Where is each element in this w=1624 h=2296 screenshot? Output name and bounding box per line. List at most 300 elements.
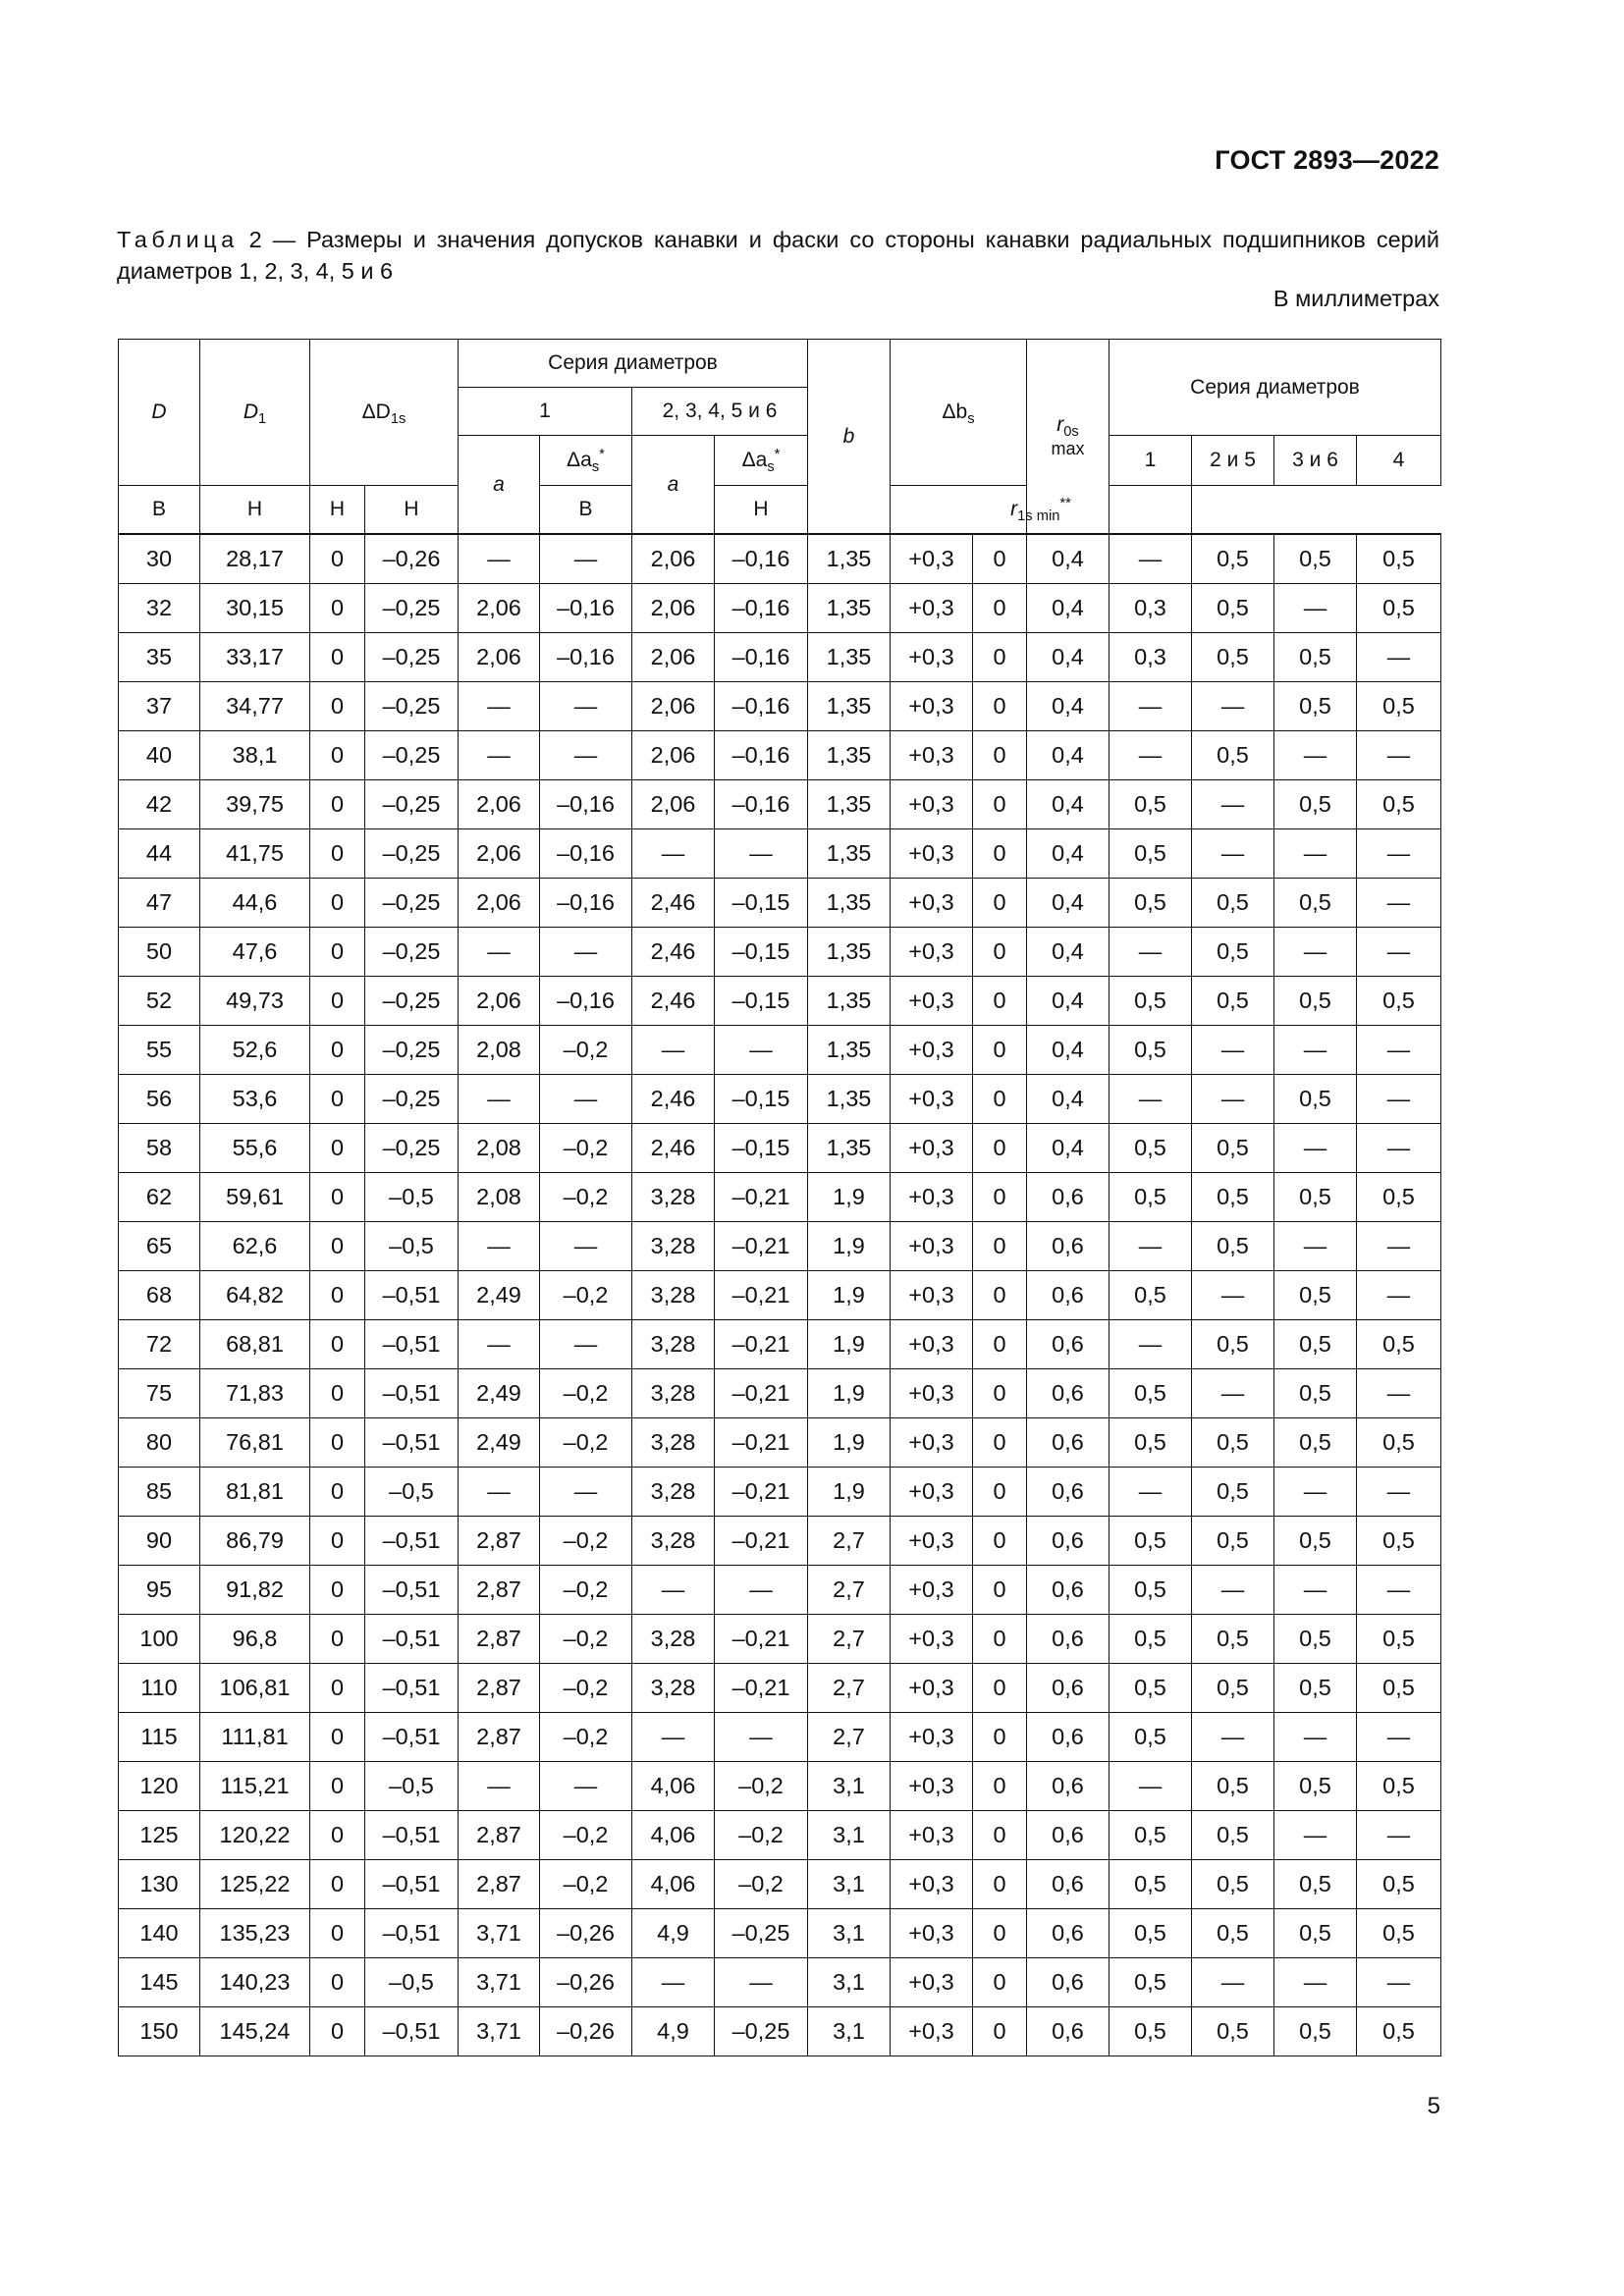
table-cell: 2,08 — [459, 1124, 540, 1173]
table-cell: +0,3 — [891, 1958, 973, 2007]
table-cell: –0,25 — [365, 780, 459, 829]
table-row — [119, 1909, 1441, 1958]
table-cell: 52 — [119, 977, 200, 1026]
table-cell: –0,25 — [365, 584, 459, 633]
table-cell: — — [459, 1320, 540, 1369]
table-cell: 1,35 — [808, 879, 891, 928]
table-cell: — — [540, 1075, 632, 1124]
table-cell: 3,28 — [632, 1320, 715, 1369]
table-cell: 0 — [973, 1468, 1027, 1517]
table-cell: 33,17 — [200, 633, 310, 682]
table-cell: +0,3 — [891, 1222, 973, 1271]
table-cell: 2,7 — [808, 1566, 891, 1615]
table-cell: +0,3 — [891, 1124, 973, 1173]
table-row — [119, 1664, 1441, 1713]
table-row — [119, 1418, 1441, 1468]
header-as-s1-lower: Н — [310, 486, 365, 535]
table-cell: 0,5 — [1110, 1517, 1192, 1566]
table-cell: 49,73 — [200, 977, 310, 1026]
table-cell: — — [1357, 1075, 1441, 1124]
table-cell: — — [1110, 1075, 1192, 1124]
table-cell: 68 — [119, 1271, 200, 1320]
table-cell: — — [1357, 1468, 1441, 1517]
table-cell: — — [1274, 1713, 1357, 1762]
table-cell: 3,28 — [632, 1664, 715, 1713]
table-row — [119, 1958, 1441, 2007]
header-r0s-main: r — [1056, 412, 1064, 436]
table-cell: — — [1274, 1468, 1357, 1517]
table-cell: 0,4 — [1027, 1124, 1110, 1173]
table-cell: 2,46 — [632, 1124, 715, 1173]
table-cell: +0,3 — [891, 977, 973, 1026]
table-cell: 0,5 — [1192, 879, 1274, 928]
table-cell: 0 — [310, 1860, 365, 1909]
table-cell: 2,46 — [632, 977, 715, 1026]
table-row — [119, 2007, 1441, 2056]
header-delta-bs — [891, 340, 1027, 486]
table-cell: 3,28 — [632, 1173, 715, 1222]
table-cell: — — [1192, 829, 1274, 879]
table-cell: 0,5 — [1274, 1075, 1357, 1124]
table-cell: 120 — [119, 1762, 200, 1811]
table-cell: 0,5 — [1192, 1517, 1274, 1566]
table-cell: 0,5 — [1110, 1615, 1192, 1664]
table-cell: 86,79 — [200, 1517, 310, 1566]
table-cell: –0,21 — [715, 1222, 808, 1271]
header-as-s2-lower: Н — [365, 486, 459, 535]
table-row — [119, 928, 1441, 977]
table-cell: 47,6 — [200, 928, 310, 977]
table-cell: 110 — [119, 1664, 200, 1713]
table-cell: — — [1357, 879, 1441, 928]
table-row — [119, 1468, 1441, 1517]
table-cell: 0,5 — [1192, 1860, 1274, 1909]
table-cell: 2,06 — [632, 780, 715, 829]
table-cell: –0,51 — [365, 1517, 459, 1566]
header-delta-as-s2-main: Δa — [741, 449, 768, 471]
table-cell: +0,3 — [891, 928, 973, 977]
table-cell: — — [1274, 584, 1357, 633]
table-cell: 100 — [119, 1615, 200, 1664]
table-row — [119, 682, 1441, 731]
table-cell: 0 — [973, 1320, 1027, 1369]
table-cell: 0 — [310, 731, 365, 780]
table-cell: — — [1357, 1566, 1441, 1615]
table-cell: 2,46 — [632, 1075, 715, 1124]
table-cell: 62,6 — [200, 1222, 310, 1271]
table-cell: 2,49 — [459, 1271, 540, 1320]
table-cell: — — [632, 829, 715, 879]
table-cell: — — [632, 1713, 715, 1762]
table-cell: — — [459, 928, 540, 977]
table-cell: 3,71 — [459, 1909, 540, 1958]
table-cell: 0 — [310, 1222, 365, 1271]
header-delta-bs-main: Δb — [942, 400, 968, 423]
table-cell: 0 — [973, 1615, 1027, 1664]
table-cell: +0,3 — [891, 1026, 973, 1075]
table-cell: –0,25 — [365, 1124, 459, 1173]
table-cell: +0,3 — [891, 633, 973, 682]
table-cell: –0,2 — [540, 1811, 632, 1860]
table-cell: — — [1110, 1320, 1192, 1369]
table-cell: +0,3 — [891, 1418, 973, 1468]
table-cell: 0,5 — [1274, 879, 1357, 928]
table-cell: 0,5 — [1192, 1811, 1274, 1860]
table-cell: 2,7 — [808, 1517, 891, 1566]
table-cell: 0,4 — [1027, 879, 1110, 928]
table-cell: — — [459, 1468, 540, 1517]
header-series-group: Серия диаметров — [459, 340, 808, 388]
table-cell: 0,4 — [1027, 534, 1110, 584]
table-cell: 0,5 — [1192, 977, 1274, 1026]
table-cell: — — [459, 682, 540, 731]
table-cell: 125 — [119, 1811, 200, 1860]
table-cell: 0 — [310, 1418, 365, 1468]
table-cell: 0 — [310, 1468, 365, 1517]
table-cell: –0,51 — [365, 2007, 459, 2056]
table-row — [119, 1320, 1441, 1369]
table-cell: 62 — [119, 1173, 200, 1222]
table-cell: 71,83 — [200, 1369, 310, 1418]
table-cell: 0,5 — [1110, 829, 1192, 879]
table-cell: 76,81 — [200, 1418, 310, 1468]
table-cell: 68,81 — [200, 1320, 310, 1369]
table-cell: –0,15 — [715, 977, 808, 1026]
table-cell: 0,5 — [1357, 1762, 1441, 1811]
table-cell: 2,87 — [459, 1713, 540, 1762]
header-rs-4: 4 — [1357, 436, 1441, 486]
table-cell: –0,2 — [715, 1762, 808, 1811]
table-cell: 2,06 — [459, 584, 540, 633]
header-r1s-main: r — [1010, 498, 1018, 520]
table-cell: 3,28 — [632, 1418, 715, 1468]
table-cell: 56 — [119, 1075, 200, 1124]
table-cell: 0 — [973, 2007, 1027, 2056]
table-cell: — — [1357, 633, 1441, 682]
table-cell: 0,5 — [1274, 2007, 1357, 2056]
table-cell: +0,3 — [891, 1517, 973, 1566]
table-cell: — — [1357, 1713, 1441, 1762]
table-cell: –0,2 — [540, 1124, 632, 1173]
table-cell: — — [1192, 1713, 1274, 1762]
table-cell: 3,28 — [632, 1271, 715, 1320]
table-cell: 0,6 — [1027, 1517, 1110, 1566]
table-cell: 96,8 — [200, 1615, 310, 1664]
table-cell: 0,5 — [1110, 977, 1192, 1026]
header-rs-3and6: 3 и 6 — [1274, 436, 1357, 486]
table-cell: 2,87 — [459, 1566, 540, 1615]
table-cell: — — [1274, 731, 1357, 780]
table-cell: 1,35 — [808, 829, 891, 879]
table-row — [119, 1860, 1441, 1909]
table-cell: –0,16 — [715, 731, 808, 780]
table-cell: 0 — [973, 977, 1027, 1026]
header-delta-bs-sub: s — [967, 411, 975, 428]
table-cell: 0,6 — [1027, 1418, 1110, 1468]
table-cell: 0 — [973, 1566, 1027, 1615]
table-cell: –0,2 — [540, 1173, 632, 1222]
header-delta-as-s1-sup: * — [599, 447, 605, 462]
table-cell: 42 — [119, 780, 200, 829]
table-cell: — — [1192, 1369, 1274, 1418]
table-cell: 50 — [119, 928, 200, 977]
table-cell: 34,77 — [200, 682, 310, 731]
table-cell: 0,5 — [1357, 1418, 1441, 1468]
table-cell: 55,6 — [200, 1124, 310, 1173]
table-cell: –0,2 — [715, 1811, 808, 1860]
table-cell: 3,1 — [808, 1811, 891, 1860]
table-cell: –0,25 — [365, 1075, 459, 1124]
table-cell: — — [540, 731, 632, 780]
table-cell: 0 — [310, 879, 365, 928]
table-cell: 0 — [973, 1517, 1027, 1566]
table-cell: 80 — [119, 1418, 200, 1468]
table-cell: 0 — [310, 780, 365, 829]
table-cell: — — [459, 1762, 540, 1811]
header-bs-lower: Н — [715, 486, 808, 535]
table-cell: +0,3 — [891, 1320, 973, 1369]
table-cell: 2,87 — [459, 1664, 540, 1713]
table-cell: 2,46 — [632, 879, 715, 928]
table-cell: 0,4 — [1027, 731, 1110, 780]
header-d1-main: D — [243, 400, 258, 423]
table-cell: –0,16 — [540, 879, 632, 928]
header-delta-d1s-sub: 1s — [390, 411, 406, 428]
table-row — [119, 1222, 1441, 1271]
table-row — [119, 1369, 1441, 1418]
table-cell: 64,82 — [200, 1271, 310, 1320]
table-cell: — — [1192, 1566, 1274, 1615]
table-cell: — — [1274, 1222, 1357, 1271]
table-cell: 0,5 — [1110, 780, 1192, 829]
table-cell: –0,51 — [365, 1909, 459, 1958]
table-cell: –0,25 — [365, 928, 459, 977]
header-r0s-max: max — [1051, 438, 1085, 458]
table-cell: 0,6 — [1027, 1958, 1110, 2007]
table-cell: +0,3 — [891, 1271, 973, 1320]
table-cell: 44 — [119, 829, 200, 879]
table-cell: 0 — [310, 1124, 365, 1173]
table-cell: –0,26 — [540, 1958, 632, 2007]
table-cell: 0 — [973, 1124, 1027, 1173]
table-cell: 37 — [119, 682, 200, 731]
table-cell: +0,3 — [891, 1811, 973, 1860]
table-cell: 145 — [119, 1958, 200, 2007]
table-cell: 0,5 — [1110, 1369, 1192, 1418]
table-cell: 0,6 — [1027, 1566, 1110, 1615]
table-cell: 0,4 — [1027, 977, 1110, 1026]
table-cell: 0,5 — [1192, 584, 1274, 633]
table-cell: 40 — [119, 731, 200, 780]
table-row — [119, 1173, 1441, 1222]
table-cell: 1,35 — [808, 780, 891, 829]
table-cell: 3,28 — [632, 1615, 715, 1664]
table-cell: 2,08 — [459, 1173, 540, 1222]
table-cell: –0,51 — [365, 1271, 459, 1320]
table-body — [119, 534, 1441, 2056]
table-cell: –0,51 — [365, 1860, 459, 1909]
table-cell: 0,5 — [1192, 1320, 1274, 1369]
table-row — [119, 534, 1441, 584]
table-row — [119, 633, 1441, 682]
table-cell: 0 — [310, 1811, 365, 1860]
table-cell: 1,35 — [808, 1075, 891, 1124]
table-cell: — — [1110, 1762, 1192, 1811]
table-cell: –0,51 — [365, 1615, 459, 1664]
table-cell: — — [1357, 1222, 1441, 1271]
table-cell: 3,71 — [459, 2007, 540, 2056]
table-cell: –0,51 — [365, 1566, 459, 1615]
table-cell: — — [459, 1222, 540, 1271]
table-cell: 2,49 — [459, 1418, 540, 1468]
header-rs-2and5: 2 и 5 — [1192, 436, 1274, 486]
table-cell: –0,15 — [715, 879, 808, 928]
table-cell: 0,5 — [1274, 682, 1357, 731]
table-cell: — — [540, 682, 632, 731]
table-cell: +0,3 — [891, 731, 973, 780]
table-cell: –0,2 — [540, 1566, 632, 1615]
table-cell: +0,3 — [891, 682, 973, 731]
table-cell: 0,5 — [1192, 1418, 1274, 1468]
table-cell: — — [632, 1026, 715, 1075]
standard-code: ГОСТ 2893—2022 — [1215, 145, 1439, 175]
table-cell: 0 — [973, 1418, 1027, 1468]
table-cell: –0,16 — [715, 584, 808, 633]
table-cell: 0,6 — [1027, 1173, 1110, 1222]
table-cell: — — [1274, 928, 1357, 977]
table-cell: 2,06 — [632, 731, 715, 780]
table-cell: 3,28 — [632, 1222, 715, 1271]
table-cell: 0,5 — [1357, 1173, 1441, 1222]
table-cell: +0,3 — [891, 534, 973, 584]
table-cell: 0,5 — [1192, 1615, 1274, 1664]
table-row — [119, 1811, 1441, 1860]
table-cell: 0,6 — [1027, 1909, 1110, 1958]
table-cell: 0 — [310, 829, 365, 879]
table-cell: 0 — [973, 1811, 1027, 1860]
table-cell: 72 — [119, 1320, 200, 1369]
table-cell: 0,4 — [1027, 829, 1110, 879]
table-cell: 106,81 — [200, 1664, 310, 1713]
table-cell: 3,1 — [808, 1958, 891, 2007]
table-cell: 1,9 — [808, 1173, 891, 1222]
table-cell: 0,6 — [1027, 1271, 1110, 1320]
header-r1s-sub: 1s min — [1017, 508, 1060, 525]
table-caption-text: 2 — Размеры и значения допусков канавки и фаски со стороны канавки радиальных подшипников серий диаметров 1, 2, 3, 4, 5 и 6 — [117, 227, 1439, 284]
table-cell: –0,25 — [365, 1026, 459, 1075]
table-cell: — — [1110, 682, 1192, 731]
table-cell: 150 — [119, 2007, 200, 2056]
table-cell: 2,06 — [459, 780, 540, 829]
table-cell: 0 — [973, 829, 1027, 879]
table-cell: –0,21 — [715, 1369, 808, 1418]
table-cell: 4,06 — [632, 1811, 715, 1860]
table-cell: –0,5 — [365, 1173, 459, 1222]
table-cell: 0,6 — [1027, 1468, 1110, 1517]
table-cell: –0,15 — [715, 928, 808, 977]
table-cell: 135,23 — [200, 1909, 310, 1958]
table-cell: 0,5 — [1110, 1860, 1192, 1909]
table-cell: 0 — [973, 682, 1027, 731]
table-cell: 0,6 — [1027, 1811, 1110, 1860]
table-cell: 0 — [310, 1909, 365, 1958]
page-number: 5 — [1427, 2093, 1440, 2119]
table-cell: 0,5 — [1110, 1958, 1192, 2007]
table-cell: –0,2 — [540, 1664, 632, 1713]
table-cell: — — [1357, 1369, 1441, 1418]
table-cell: 2,87 — [459, 1517, 540, 1566]
table-cell: 0,5 — [1357, 1664, 1441, 1713]
header-delta-as-s2-sub: s — [767, 459, 775, 476]
table-cell: –0,25 — [365, 829, 459, 879]
table-row — [119, 1615, 1441, 1664]
table-cell: — — [540, 1762, 632, 1811]
table-cell: — — [1357, 1124, 1441, 1173]
table-cell: 1,9 — [808, 1369, 891, 1418]
table-cell: –0,2 — [540, 1713, 632, 1762]
table-row — [119, 780, 1441, 829]
table-cell: 0,4 — [1027, 1026, 1110, 1075]
table-cell: 0 — [973, 1026, 1027, 1075]
table-cell: 0 — [973, 534, 1027, 584]
table-cell: — — [715, 1566, 808, 1615]
table-cell: +0,3 — [891, 1713, 973, 1762]
table-cell: –0,25 — [365, 731, 459, 780]
table-cell: 0,6 — [1027, 2007, 1110, 2056]
table-cell: –0,5 — [365, 1762, 459, 1811]
table-cell: –0,2 — [540, 1517, 632, 1566]
table-cell: — — [1357, 829, 1441, 879]
table-cell: 28,17 — [200, 534, 310, 584]
table-cell: 3,28 — [632, 1468, 715, 1517]
table-cell: 0,5 — [1274, 1418, 1357, 1468]
table-cell: 0 — [310, 1026, 365, 1075]
table-cell: –0,2 — [540, 1369, 632, 1418]
table-cell: — — [1110, 928, 1192, 977]
table-cell: 0 — [310, 584, 365, 633]
table-cell: — — [715, 1026, 808, 1075]
table-cell: 0,4 — [1027, 682, 1110, 731]
table-cell: 1,9 — [808, 1271, 891, 1320]
table-cell: 0,5 — [1274, 780, 1357, 829]
dimensions-table — [118, 339, 1441, 2056]
table-cell: — — [1110, 1222, 1192, 1271]
table-cell: 0,5 — [1192, 928, 1274, 977]
table-cell: — — [715, 1958, 808, 2007]
table-cell: 0,5 — [1192, 1173, 1274, 1222]
table-cell: 1,9 — [808, 1320, 891, 1369]
table-cell: –0,51 — [365, 1418, 459, 1468]
table-cell: 130 — [119, 1860, 200, 1909]
table-cell: 0,5 — [1274, 1320, 1357, 1369]
table-cell: 0,5 — [1192, 1909, 1274, 1958]
table-cell: 2,06 — [632, 534, 715, 584]
table-cell: 0 — [310, 1320, 365, 1369]
table-cell: 0,5 — [1192, 731, 1274, 780]
table-cell: 2,87 — [459, 1615, 540, 1664]
header-a-s2: a — [632, 436, 715, 535]
table-cell: — — [1192, 682, 1274, 731]
table-cell: +0,3 — [891, 1762, 973, 1811]
table-cell: 0 — [310, 633, 365, 682]
table-cell: 0,5 — [1357, 977, 1441, 1026]
table-cell: 0,5 — [1110, 1566, 1192, 1615]
table-cell: 120,22 — [200, 1811, 310, 1860]
table-cell: — — [540, 1468, 632, 1517]
table-cell: 2,7 — [808, 1615, 891, 1664]
table-cell: 4,9 — [632, 1909, 715, 1958]
table-cell: –0,5 — [365, 1958, 459, 2007]
